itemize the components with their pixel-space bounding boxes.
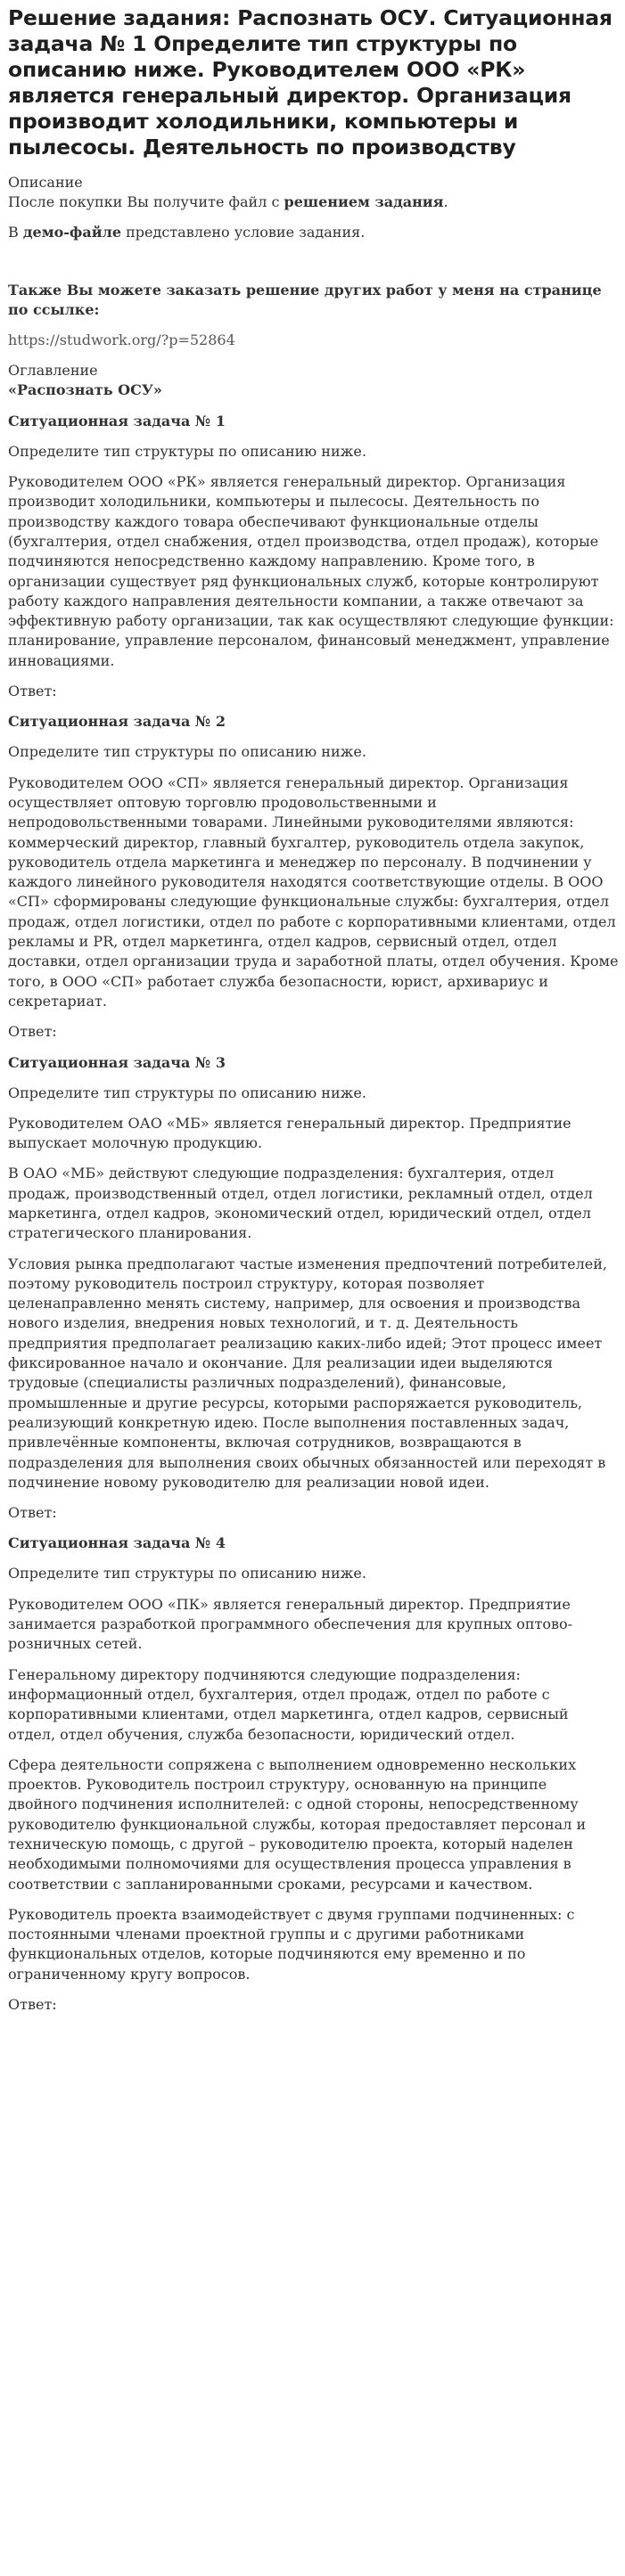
task-3-heading: Ситуационная задача № 3 (8, 1053, 226, 1071)
task-4-paragraph-2: Генеральному директору подчиняются следующие подразделения: информационный отдел, бухгалтерия, отдел продаж, отдел по работе с корпоративными клиентами, отдел маркетинга, отдел кадров, сервисный отдел, отдел обучения, служба безопасности, юридический отдел. (8, 1665, 569, 1743)
task-1-question: Определите тип структуры по описанию ниже. (8, 442, 366, 460)
demo-prefix: В (8, 224, 23, 241)
order-text: Также Вы можете заказать решение других работ у меня на странице по ссылке: (8, 281, 602, 318)
task-1-paragraph: Руководителем ООО «РК» является генеральный директор. Организация производит холодильники, компьютеры и пылесосы. Деятельность по производству каждого товара обеспечивают функциональные отделы (бухгалтерия, отдел снабжения, отдел производства, отдел продаж), которые подчиняются непосредственно каждому направлению. Кроме того, в организации существует ряд функциональных служб, которые контролируют работу каждого направления деятельности компании, а также отвечают за эффективную работу организации, так как осуществляют следующие функции: планирование, управление персоналом, финансовый менеджмент, управление инновациями. (8, 473, 614, 669)
task-2-heading: Ситуационная задача № 2 (8, 713, 226, 731)
description-label: Описание (8, 174, 83, 191)
task-3-answer: Ответ: (8, 1504, 57, 1522)
task-4-paragraph-4: Руководитель проекта взаимодействует с двумя группами подчиненных: с постоянными членами проектной группы и с другими работниками функциональных отделов, которые подчиняются ему временно и по ограниченному кругу вопросов. (8, 1905, 575, 1983)
spacer (8, 254, 620, 281)
demo-note (8, 223, 620, 242)
task-4-heading: Ситуационная задача № 4 (8, 1534, 226, 1552)
task-3-paragraph-3: Условия рынка предполагают частые изменения предпочтений потребителей, поэтому руководитель построил структуру, которая позволяет целенаправленно менять систему, например, для освоения и производства нового изделия, внедрения новых технологий, и т. д. Деятельность предприятия предполагает реализацию каких-либо идей; Этот процесс имеет фиксированное начало и окончание. Для реализации идеи выделяются трудовые (специалисты различных подразделений), финансовые, промышленные и другие ресурсы, которыми распоряжается руководитель, реализующий конкретную идею. После выполнения поставленных задач, привлечённые компоненты, включая сотрудников, возвращаются в подразделения для выполнения своих обычных обязанностей или переходят в подчинение новому руководителю для реализации новой идеи. (8, 1255, 607, 1491)
purchase-prefix: После покупки Вы получите файл с (8, 193, 284, 210)
task-4-paragraph-3: Сфера деятельности сопряжена с выполнением одновременно нескольких проектов. Руководитель построил структуру, основанную на принципе двойного подчинения исполнителей: с одной стороны, непосредственному руководителю функциональной службы, которая предоставляет персонал и техническую помощь, с другой – руководителю проекта, который наделен необходимыми полномочиями для осуществления процесса управления в соответствии с запланированными сроками, ресурсами и качеством. (8, 1755, 587, 1893)
task-4-paragraph-1: Руководителем ООО «ПК» является генеральный директор. Предприятие занимается разработкой программного обеспечения для крупных оптово-розничных сетей. (8, 1595, 573, 1653)
link-paragraph (8, 331, 620, 350)
task-2-answer: Ответ: (8, 1023, 57, 1041)
purchase-bold: решением задания (284, 193, 444, 210)
toc-label: Оглавление (8, 362, 98, 380)
task-4-answer: Ответ: (8, 1996, 57, 2014)
demo-bold: демо-файле (22, 224, 122, 241)
order-note (8, 281, 620, 321)
task-2-question: Определите тип структуры по описанию ниже. (8, 743, 366, 761)
task-3-paragraph-2: В ОАО «МБ» действуют следующие подразделения: бухгалтерия, отдел продаж, производственный отдел, отдел логистики, рекламный отдел, отдел маркетинга, отдел кадров, экономический отдел, юридический отдел, отдел стратегического планирования. (8, 1165, 593, 1242)
task-4-question: Определите тип структуры по описанию ниже. (8, 1565, 366, 1582)
studwork-link[interactable]: https://studwork.org/?p=52864 (8, 331, 235, 349)
task-3-paragraph-1: Руководителем ОАО «МБ» является генеральный директор. Предприятие выпускает молочную продукцию. (8, 1114, 572, 1152)
purchase-suffix: . (443, 193, 448, 210)
toc-item (8, 380, 620, 400)
task-1-heading: Ситуационная задача № 1 (8, 412, 226, 429)
task-1-answer: Ответ: (8, 683, 57, 700)
toc-item-text: «Распознать ОСУ» (8, 381, 162, 399)
task-2-paragraph: Руководителем ООО «СП» является генеральный директор. Организация осуществляет оптовую торговлю продовольственными и непродовольственными товарами. Линейными руководителями являются: коммерческий директор, главный бухгалтер, руководитель отдела закупок, руководитель отдела маркетинга и менеджер по персоналу. В подчинении у каждого линейного руководителя находятся соответствующие отделы. В ООО «СП» сформированы следующие функциональные службы: бухгалтерия, отдел продаж, отдел логистики, отдел по работе с корпоративными клиентами, отдел рекламы и PR, отдел маркетинга, отдел кадров, сервисный отдел, отдел доставки, отдел организации труда и заработной платы, отдел обучения. Кроме того, в ООО «СП» работает служба безопасности, юрист, архивариус и секретариат. (8, 773, 619, 1010)
page-title: Решение задания: Распознать ОСУ. Ситуационная задача № 1 Определите тип структуры по описанию ниже. Руководителем ООО «РК» является генеральный директор. Организация производит холодильники, компьютеры и пылесосы. Деятельность по производству (8, 5, 613, 159)
purchase-note (8, 192, 620, 212)
task-3-question: Определите тип структуры по описанию ниже. (8, 1084, 366, 1101)
demo-suffix: представлено условие задания. (121, 224, 366, 241)
